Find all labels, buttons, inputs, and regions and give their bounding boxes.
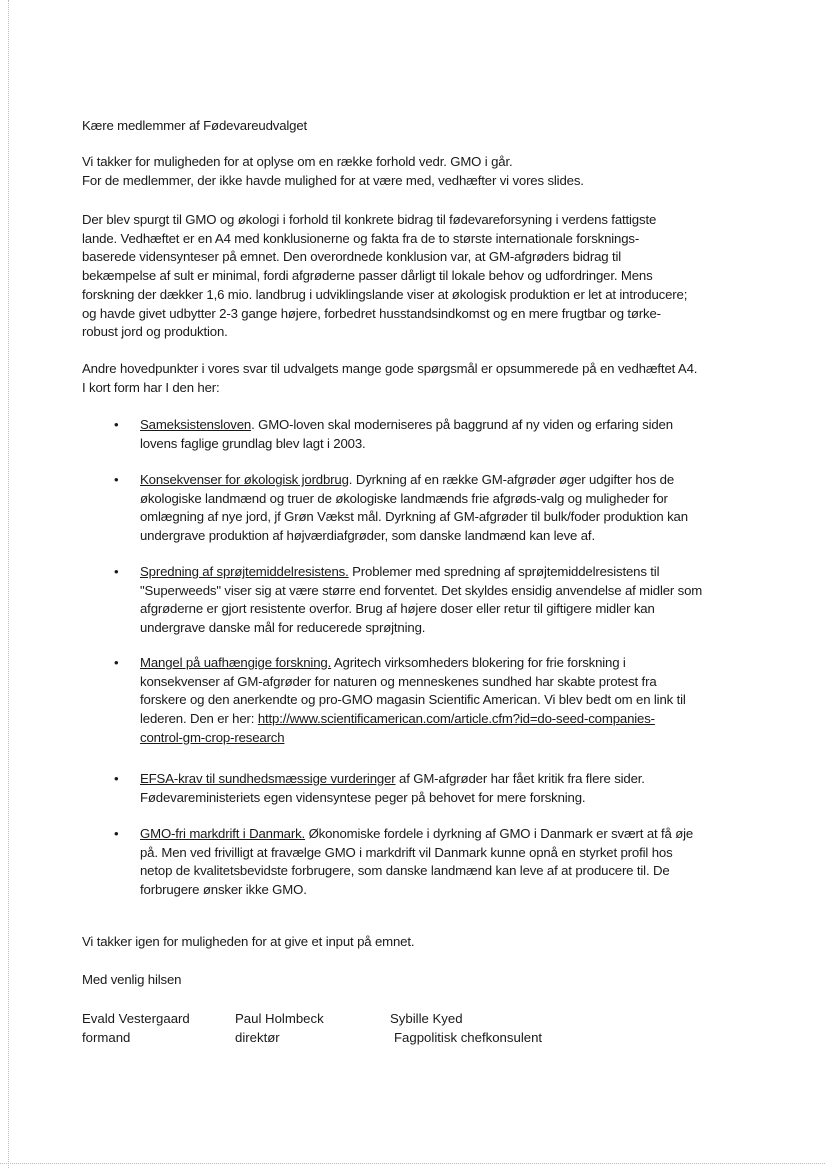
text-line: Andre hovedpunkter i vores svar til udvalgets mange gode spørgsmål er opsummerede på en vedhæftet A4. bbox=[82, 361, 698, 376]
text-line: forbrugere ønsker ikke GMO. bbox=[140, 882, 307, 898]
bullet-heading: Mangel på uafhængige forskning. bbox=[140, 655, 332, 670]
bullet-icon: • bbox=[114, 826, 119, 841]
text-line: For de medlemmer, der ikke havde mulighed for at være med, vedhæfter vi vores slides. bbox=[82, 172, 584, 188]
bullet-icon: • bbox=[114, 564, 119, 579]
text-line: Agritech virksomheders blokering for frie forskning i bbox=[331, 655, 626, 670]
signatory-title: direktør bbox=[235, 1029, 280, 1045]
bullet-heading: GMO-fri markdrift i Danmark. bbox=[140, 826, 306, 841]
text-line: og havde givet udbytter 2-3 gange højere, forbedret husstandsindkomst og en mere frugtbar og tørke- bbox=[82, 305, 661, 321]
signatory-title: formand bbox=[82, 1029, 131, 1045]
bullet-heading: Spredning af sprøjtemiddelresistens. bbox=[140, 564, 349, 579]
article-link[interactable]: http://www.scientificamerican.com/article.cfm?id=do-seed-companies- bbox=[257, 711, 655, 727]
text-line: baserede vidensynteser på emnet. Den overordnede konklusion var, at GM-afgrøders bidrag til bbox=[82, 249, 622, 265]
signatory-name: Paul Holmbeck bbox=[235, 1011, 324, 1026]
text-line: af GM-afgrøder har fået kritik fra flere sider. bbox=[395, 771, 645, 786]
signatory-title: Fagpolitisk chefkonsulent bbox=[394, 1029, 543, 1045]
text-line: omlægning af nye jord, jf Grøn Vækst mål. Dyrkning af GM-afgrøder til bulk/foder produktion kan bbox=[140, 509, 688, 525]
text-line: konsekvenser af GM-afgrøder for naturen og menneskenes sundhed har skabte protest fra bbox=[140, 673, 657, 689]
text-line: på. Men ved frivilligt at fravælge GMO i markdrift vil Danmark kunne opnå en styrket profil hos bbox=[140, 844, 673, 860]
text-line: Vi takker for muligheden for at oplyse om en række forhold vedr. GMO i går. bbox=[82, 154, 513, 169]
bullet-item bbox=[114, 416, 673, 453]
text-line: Fødevareministeriets egen vidensyntese peger på behovet for mere forskning. bbox=[140, 789, 586, 805]
text-line: undergrave produktion af højværdiafgrøder, som danske landmænd kan leve af. bbox=[140, 528, 595, 544]
bullet-item bbox=[114, 471, 688, 546]
bullet-icon: • bbox=[114, 655, 119, 670]
signatory-name: Evald Vestergaard bbox=[82, 1011, 190, 1026]
text-line: . Dyrkning af en række GM-afgrøder øger udgifter hos de bbox=[348, 472, 675, 487]
scan-edge-left bbox=[8, 0, 9, 1168]
text-line: lande. Vedhæftet er en A4 med konklusionerne og fakta fra de to største internationale forsknings- bbox=[82, 230, 640, 246]
text-line: afgrøderne er gjort resistente overfor. Brug af højere doser eller retur til giftigere midler kan bbox=[140, 601, 655, 617]
intro-paragraph bbox=[82, 153, 584, 190]
bullet-heading: EFSA-krav til sundhedsmæssige vurderinger bbox=[140, 771, 396, 786]
text-line: lederen. Den er her: bbox=[140, 711, 258, 727]
text-line: Der blev spurgt til GMO og økologi i forhold til konkrete bidrag til fødevareforsyning i verdens fattigste bbox=[82, 212, 657, 227]
signatory bbox=[390, 1010, 542, 1047]
summary-paragraph bbox=[82, 360, 697, 397]
text-line: bekæmpelse af sult er minimal, fordi afgrøderne passer dårligt til lokale behov og udfordringer. Mens bbox=[82, 268, 653, 284]
bullet-icon: • bbox=[114, 417, 119, 432]
regards: Med venlig hilsen bbox=[82, 972, 182, 987]
text-line: "Superweeds" viser sig at være større end forventet. Det skyldes ensidig anvendelse af midler som bbox=[140, 582, 703, 598]
bullet-heading: Konsekvenser for økologisk jordbrug bbox=[140, 472, 349, 487]
text-line: økologiske landmænd og truer de økologiske landmænds frie afgrøds-valg og muligheder for bbox=[140, 490, 668, 506]
text-line: . GMO-loven skal moderniseres på baggrund af ny viden og erfaring siden bbox=[251, 417, 673, 432]
text-line: forskere og den anerkendte og pro-GMO magasin Scientific American. Vi blev bedt om en link til bbox=[140, 692, 686, 708]
closing-line: Vi takker igen for muligheden for at give et input på emnet. bbox=[82, 934, 415, 949]
text-line: netop de kvalitetsbevidste forbrugere, som danske landmænd kan leve af at producere til. De bbox=[140, 863, 670, 879]
text-line: lovens faglige grundlag blev lagt i 2003. bbox=[140, 435, 366, 451]
text-line: undergrave danske mål for reducerede sprøjtning. bbox=[140, 620, 426, 636]
text-line: forskning der dækker 1,6 mio. landbrug i udviklingslande viser at økologisk produktion er let at introducere; bbox=[82, 286, 688, 302]
gmo-ecology-paragraph bbox=[82, 211, 687, 342]
scan-edge-bottom bbox=[0, 1163, 825, 1164]
bullet-item bbox=[114, 770, 645, 807]
bullet-item bbox=[114, 654, 686, 748]
text-line: Økonomiske fordele i dyrkning af GMO i Danmark er svært at få øje bbox=[305, 826, 694, 841]
article-link-continued[interactable]: control-gm-crop-research bbox=[140, 729, 285, 745]
bullet-icon: • bbox=[114, 771, 119, 786]
bullet-icon: • bbox=[114, 472, 119, 487]
bullet-item bbox=[114, 825, 694, 900]
bullet-item bbox=[114, 563, 703, 638]
salutation: Kære medlemmer af Fødevareudvalget bbox=[82, 118, 308, 133]
signatory-name: Sybille Kyed bbox=[390, 1011, 463, 1026]
text-line: robust jord og produktion. bbox=[82, 324, 228, 340]
text-line: I kort form har I den her: bbox=[82, 379, 220, 395]
signatory bbox=[82, 1010, 190, 1047]
signatory bbox=[235, 1010, 324, 1047]
bullet-heading: Sameksistensloven bbox=[140, 417, 252, 432]
text-line: Problemer med spredning af sprøjtemiddelresistens til bbox=[348, 564, 660, 579]
